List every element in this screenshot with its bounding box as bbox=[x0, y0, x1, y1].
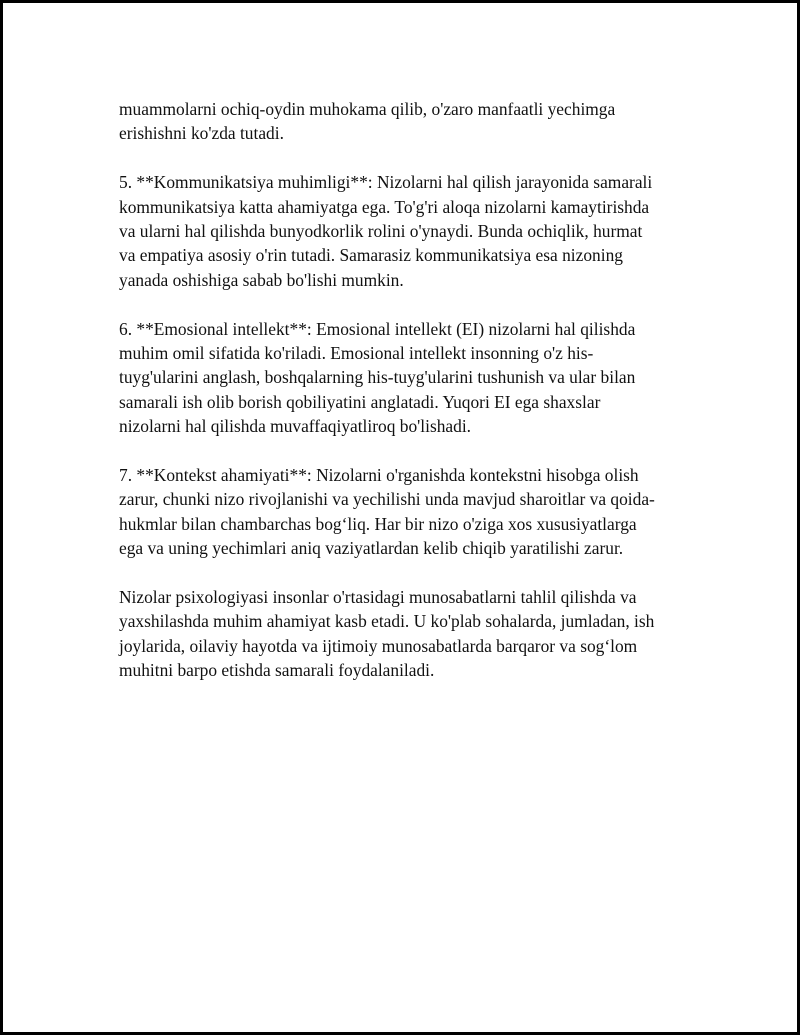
paragraph-emotional-intelligence bbox=[119, 317, 699, 439]
text-line: muhim omil sifatida ko'riladi. Emosional intellekt insonning o'z his- bbox=[119, 343, 594, 364]
paragraph-conclusion bbox=[119, 585, 699, 683]
text-line: ega va uning yechimlari aniq vaziyatlardan kelib chiqib yaratilishi zarur. bbox=[119, 538, 624, 559]
text-line: zarur, chunki nizo rivojlanishi va yechilishi unda mavjud sharoitlar va qoida- bbox=[119, 489, 655, 510]
text-line: 6. **Emosional intellekt**: Emosional intellekt (EI) nizolarni hal qilishda bbox=[119, 318, 636, 339]
text-line: joylarida, oilaviy hayotda va ijtimoiy munosabatlarda barqaror va sog‘lom bbox=[119, 635, 638, 656]
text-line: samarali ish olib borish qobiliyatini anglatadi. Yuqori EI ega shaxslar bbox=[119, 391, 601, 412]
text-line: 5. **Kommunikatsiya muhimligi**: Nizolarni hal qilish jarayonida samarali bbox=[119, 172, 653, 193]
text-line: tuyg'ularini anglash, boshqalarning his-tuyg'ularini tushunish va ular bilan bbox=[119, 367, 636, 388]
document-body bbox=[119, 97, 699, 707]
text-line: nizolarni hal qilishda muvaffaqiyatliroq bo'lishadi. bbox=[119, 416, 471, 437]
paragraph-context bbox=[119, 463, 699, 561]
text-line: 7. **Kontekst ahamiyati**: Nizolarni o'rganishda kontekstni hisobga olish bbox=[119, 465, 639, 486]
text-line: hukmlar bilan chambarchas bog‘liq. Har bir nizo o'ziga xos xususiyatlarga bbox=[119, 513, 637, 534]
text-line: kommunikatsiya katta ahamiyatga ega. To'g'ri aloqa nizolarni kamaytirishda bbox=[119, 196, 650, 217]
text-line: va ularni hal qilishda bunyodkorlik rolini o'ynaydi. Bunda ochiqlik, hurmat bbox=[119, 221, 643, 242]
paragraph-communication bbox=[119, 170, 699, 292]
text-line: va empatiya asosiy o'rin tutadi. Samarasiz kommunikatsiya esa nizoning bbox=[119, 245, 623, 266]
text-line: muammolarni ochiq-oydin muhokama qilib, o'zaro manfaatli yechimga bbox=[119, 99, 616, 119]
text-line: muhitni barpo etishda samarali foydalaniladi. bbox=[119, 660, 435, 681]
text-line: yaxshilashda muhim ahamiyat kasb etadi. U ko'plab sohalarda, jumladan, ish bbox=[119, 611, 655, 632]
paragraph-continuation bbox=[119, 97, 699, 146]
text-line: erishishni ko'zda tutadi. bbox=[119, 123, 284, 144]
text-line: Nizolar psixologiyasi insonlar o'rtasidagi munosabatlarni tahlil qilishda va bbox=[119, 587, 637, 608]
text-line: yanada oshishiga sabab bo'lishi mumkin. bbox=[119, 269, 404, 290]
